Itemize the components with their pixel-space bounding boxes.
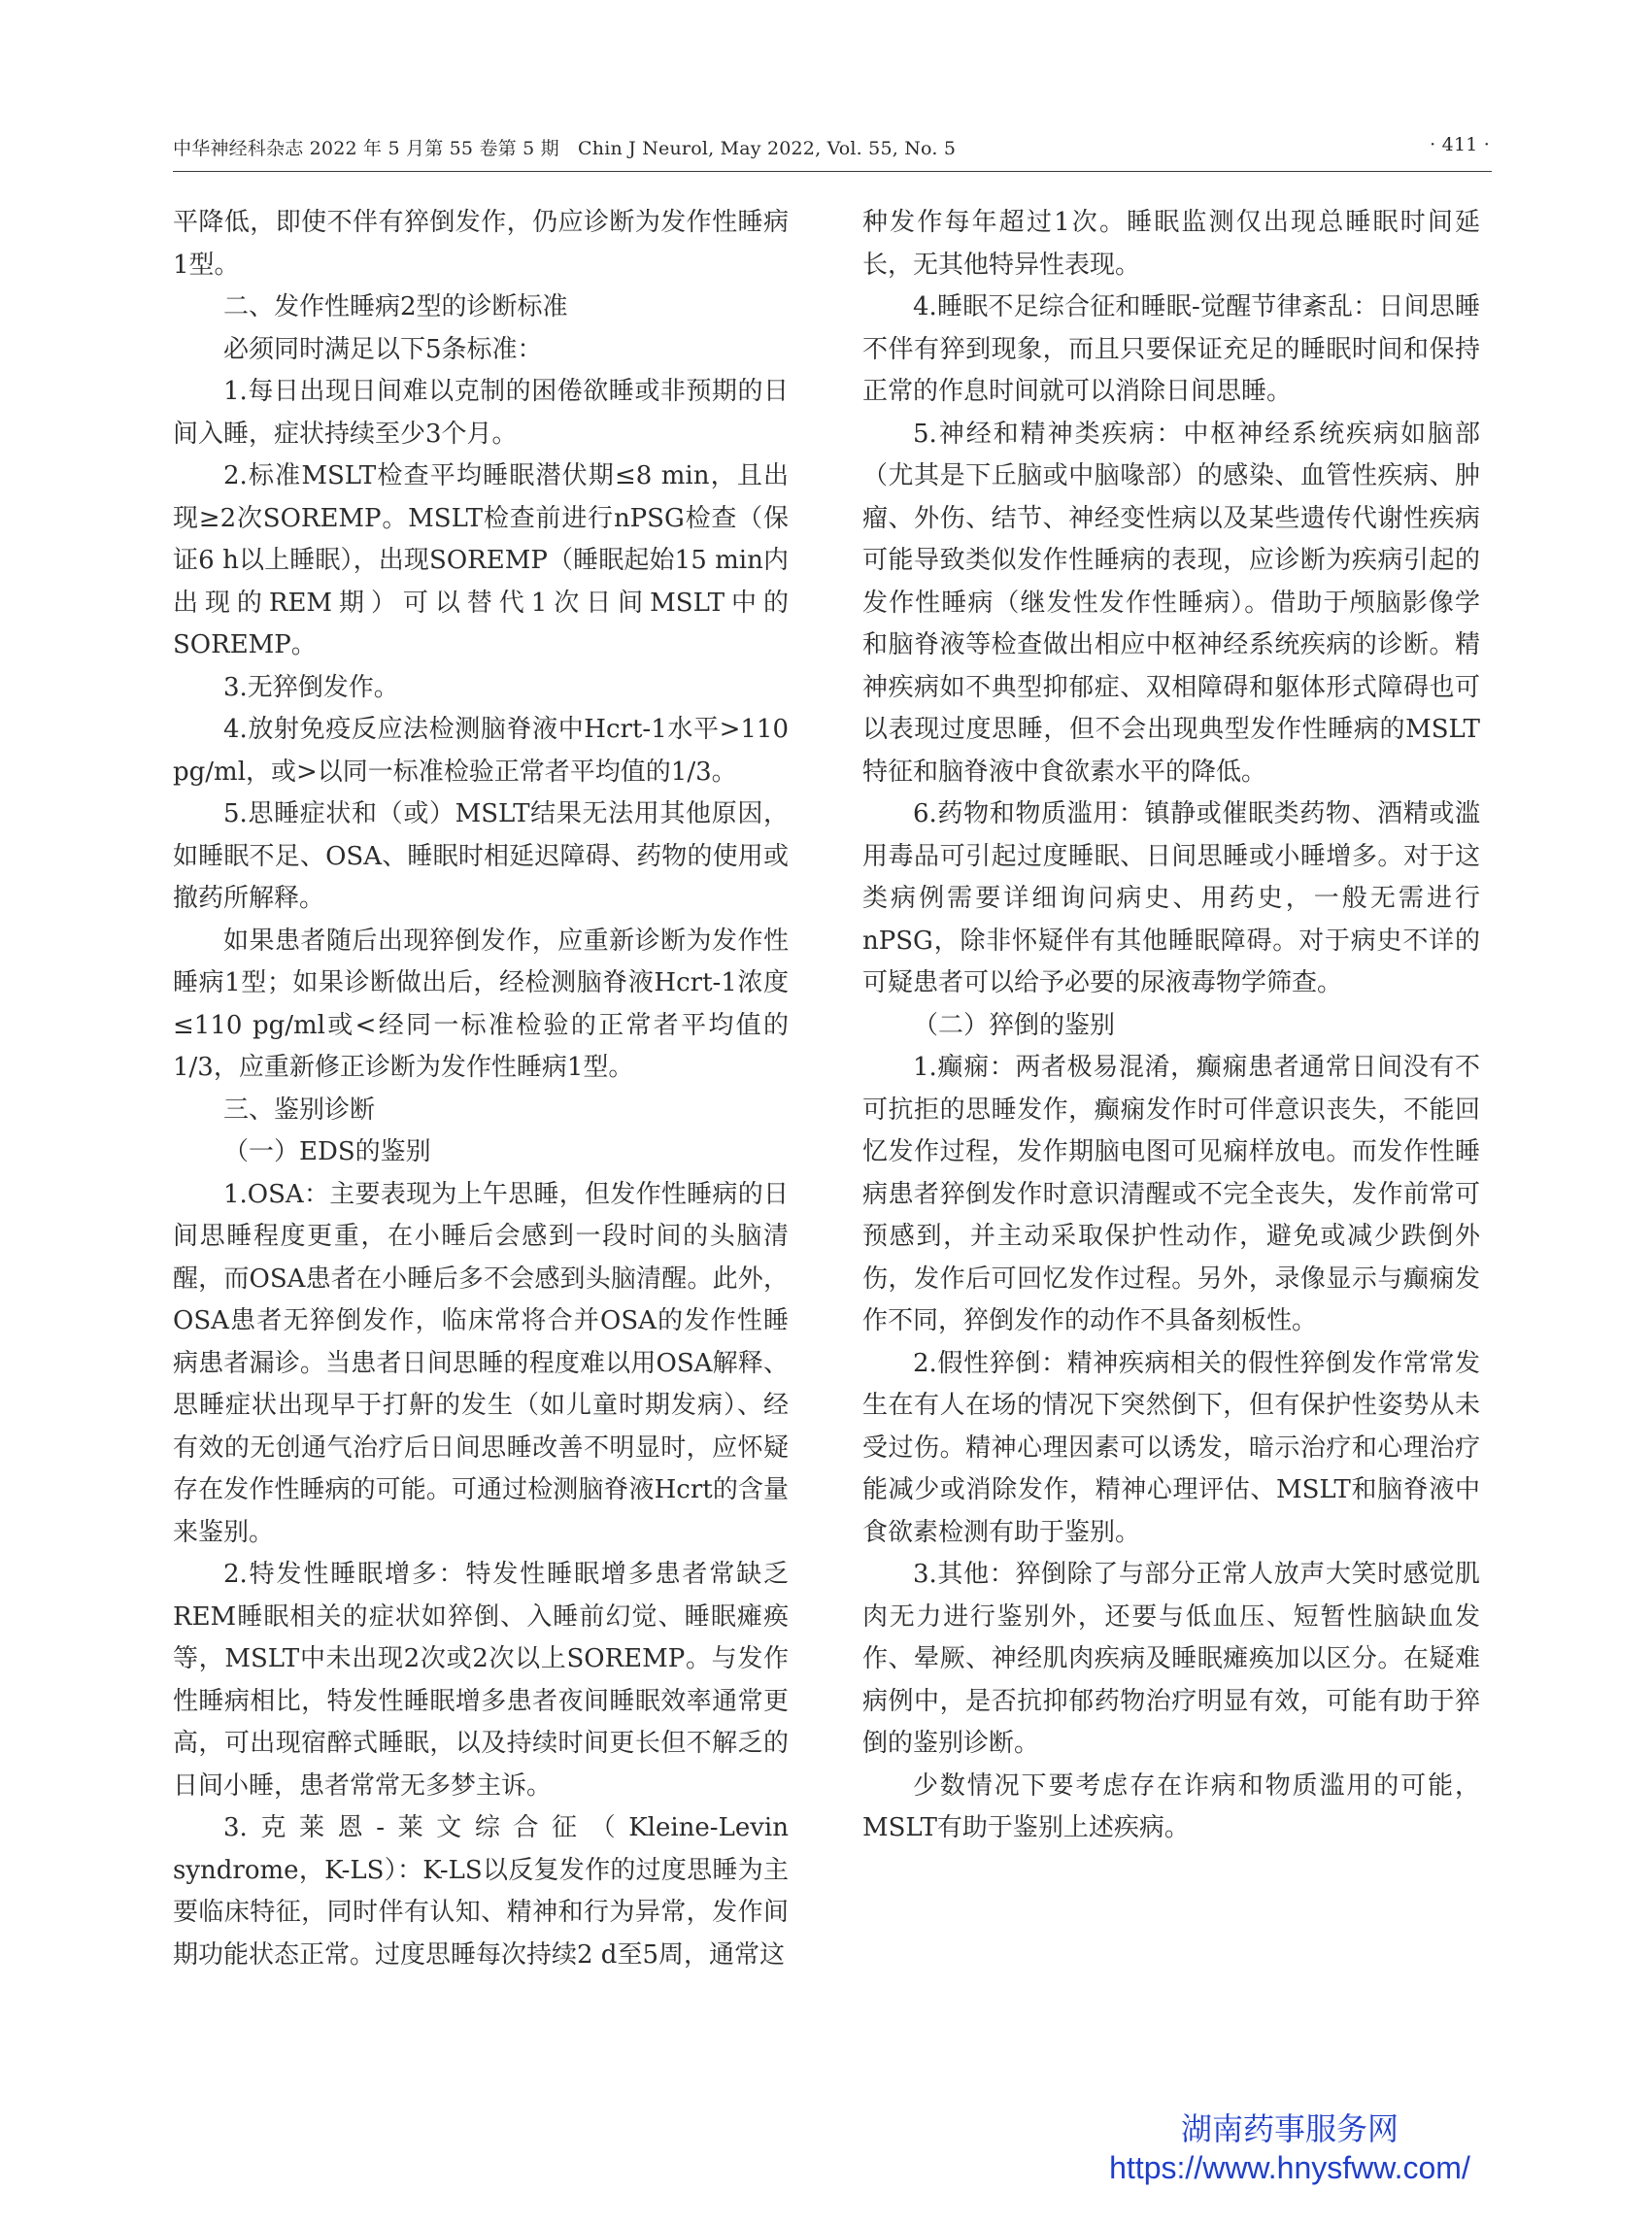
paragraph: 平降低，即使不伴有猝倒发作，仍应诊断为发作性睡病1型。 xyxy=(173,208,789,280)
subsection-heading: （二）猝倒的鉴别 xyxy=(913,1010,1116,1040)
watermark-url: https://www.hnysfww.com/ xyxy=(1109,2150,1470,2185)
journal-citation: 中华神经科杂志 2022 年 5 月第 55 卷第 5 期 Chin J Neurol, May 2022, Vol. 55, No. 5 xyxy=(173,138,957,159)
paragraph: 1.每日出现日间难以克制的困倦欲睡或非预期的日间入睡，症状持续至少3个月。 xyxy=(173,377,789,449)
paragraph: 2.假性猝倒：精神疾病相关的假性猝倒发作常常发生在有人在场的情况下突然倒下，但有保护性姿势从未受过伤。精神心理因素可以诱发，暗示治疗和心理治疗能减少或消除发作，精神心理评估、MSLT和脑脊液中食欲素检测有助于鉴别。 xyxy=(862,1348,1480,1547)
paragraph: 3.其他：猝倒除了与部分正常人放声大笑时感觉肌肉无力进行鉴别外，还要与低血压、短暂性脑缺血发作、晕厥、神经肌肉疾病及睡眠瘫痪加以区分。在疑难病例中，是否抗抑郁药物治疗明显有效，可能有助于猝倒的鉴别诊断。 xyxy=(862,1560,1480,1758)
section-heading: 三、鉴别诊断 xyxy=(223,1095,376,1125)
paragraph: 必须同时满足以下5条标准： xyxy=(223,334,543,364)
watermark xyxy=(1086,2109,1494,2187)
section-heading: 二、发作性睡病2型的诊断标准 xyxy=(223,292,568,321)
subsection-heading: （一）EDS的鉴别 xyxy=(223,1137,431,1166)
paragraph: 2.特发性睡眠增多：特发性睡眠增多患者常缺乏REM睡眠相关的症状如猝倒、入睡前幻觉、睡眠瘫痪等，MSLT中未出现2次或2次以上SOREMP。与发作性睡病相比，特发性睡眠增多患者夜间睡眠效率通常更高，可出现宿醉式睡眠，以及持续时间更长但不解乏的日间小睡，患者常常无多梦主诉。 xyxy=(173,1560,789,1801)
paragraph: 1.癫痫：两者极易混淆，癫痫患者通常日间没有不可抗拒的思睡发作，癫痫发作时可伴意识丧失，不能回忆发作过程，发作期脑电图可见痫样放电。而发作性睡病患者猝倒发作时意识清醒或不完全丧失，发作前常可预感到，并主动采取保护性动作，避免或减少跌倒外伤，发作后可回忆发作过程。另外，录像显示与癫痫发作不同，猝倒发作的动作不具备刻板性。 xyxy=(862,1053,1480,1335)
paragraph: 3.无猝倒发作。 xyxy=(223,672,399,702)
running-header xyxy=(173,134,1490,167)
paragraph: 少数情况下要考虑存在诈病和物质滥用的可能，MSLT有助于鉴别上述疾病。 xyxy=(862,1770,1480,1842)
left-column xyxy=(173,202,789,1976)
paragraph: 6.药物和物质滥用：镇静或催眠类药物、酒精或滥用毒品可引起过度睡眠、日间思睡或小睡增多。对于这类病例需要详细询问病史、用药史，一般无需进行nPSG，除非怀疑伴有其他睡眠障碍。对于病史不详的可疑患者可以给予必要的尿液毒物学筛查。 xyxy=(862,799,1480,997)
right-column xyxy=(862,202,1480,1850)
paragraph: 4.放射免疫反应法检测脑脊液中Hcrt-1水平>110 pg/ml，或>以同一标准检验正常者平均值的1/3。 xyxy=(173,715,789,787)
paragraph: 1.OSA：主要表现为上午思睡，但发作性睡病的日间思睡程度更重，在小睡后会感到一段时间的头脑清醒，而OSA患者在小睡后多不会感到头脑清醒。此外，OSA患者无猝倒发作，临床常将合并OSA的发作性睡病患者漏诊。当患者日间思睡的程度难以用OSA解释、思睡症状出现早于打鼾的发生（如儿童时期发病）、经有效的无创通气治疗后日间思睡改善不明显时，应怀疑存在发作性睡病的可能。可通过检测脑脊液Hcrt的含量来鉴别。 xyxy=(173,1179,789,1547)
paragraph: 4.睡眠不足综合征和睡眠-觉醒节律紊乱：日间思睡不伴有猝到现象，而且只要保证充足的睡眠时间和保持正常的作息时间就可以消除日间思睡。 xyxy=(862,292,1480,406)
watermark-name: 湖南药事服务网 xyxy=(1180,2111,1399,2146)
page-number: · 411 · xyxy=(1430,134,1490,155)
paragraph: 2.标准MSLT检查平均睡眠潜伏期≤8 min，且出现≥2次SOREMP。MSLT检查前进行nPSG检查（保证6 h以上睡眠），出现SOREMP（睡眠起始15 min内出现的REM期）可以替代1次日间MSLT中的SOREMP。 xyxy=(173,461,789,659)
paragraph: 3.克莱恩-莱文综合征（Kleine-Levin syndrome，K-LS）：K-LS以反复发作的过度思睡为主要临床特征，同时伴有认知、精神和行为异常，发作间期功能状态正常。过度思睡每次持续2 d至5周，通常这 xyxy=(173,1813,789,1970)
header-rule xyxy=(173,171,1492,172)
paragraph: 如果患者随后出现猝倒发作，应重新诊断为发作性睡病1型；如果诊断做出后，经检测脑脊液Hcrt-1浓度≤110 pg/ml或<经同一标准检验的正常者平均值的1/3，应重新修正诊断为发作性睡病1型。 xyxy=(173,926,789,1082)
paragraph: 5.思睡症状和（或）MSLT结果无法用其他原因，如睡眠不足、OSA、睡眠时相延迟障碍、药物的使用或撤药所解释。 xyxy=(173,799,789,913)
paragraph: 5.神经和精神类疾病：中枢神经系统疾病如脑部（尤其是下丘脑或中脑喙部）的感染、血管性疾病、肿瘤、外伤、结节、神经变性病以及某些遗传代谢性疾病可能导致类似发作性睡病的表现，应诊断为疾病引起的发作性睡病（继发性发作性睡病）。借助于颅脑影像学和脑脊液等检查做出相应中枢神经系统疾病的诊断。精神疾病如不典型抑郁症、双相障碍和躯体形式障碍也可以表现过度思睡，但不会出现典型发作性睡病的MSLT特征和脑脊液中食欲素水平的降低。 xyxy=(862,419,1480,787)
paragraph: 种发作每年超过1次。睡眠监测仅出现总睡眠时间延长，无其他特异性表现。 xyxy=(862,208,1480,280)
